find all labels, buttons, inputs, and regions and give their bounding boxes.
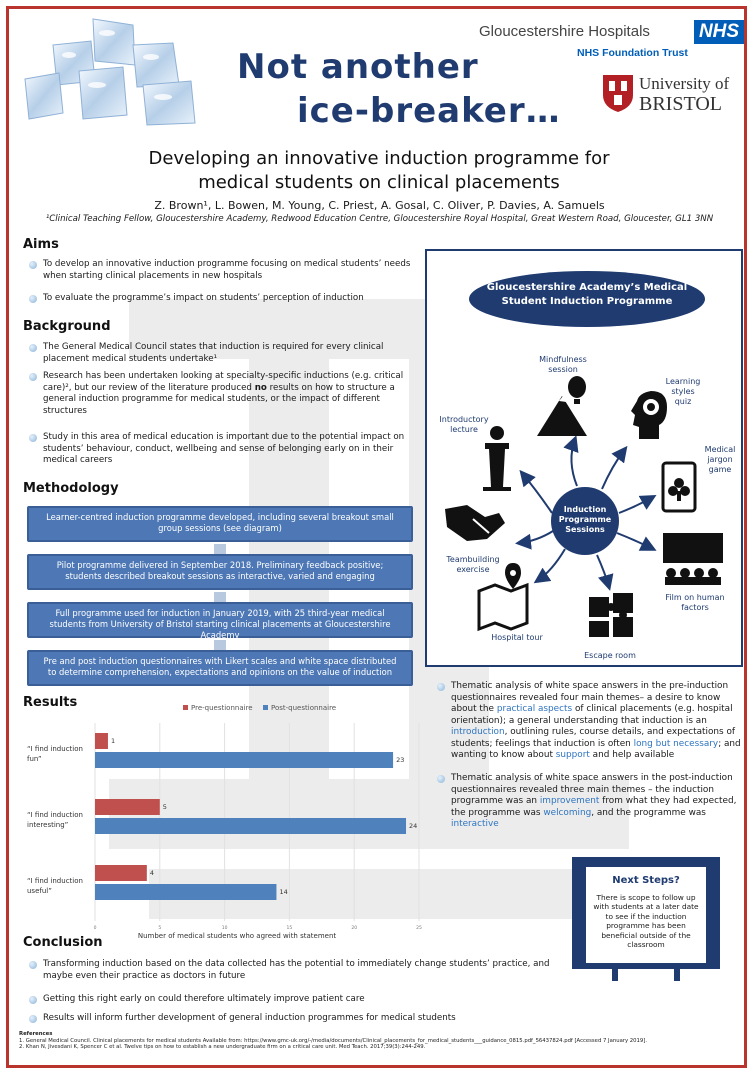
results-theme-post: Thematic analysis of white space answers in the post-induction questionnaires revealed three main themes – the induction programme was an improvement from what they had expected, the programme was welcoming, and the programme was interactive <box>437 773 743 831</box>
puzzle-icon <box>589 593 633 637</box>
x-tick-label: 15 <box>286 926 293 931</box>
label-introductory-lecture: Introductory lecture <box>439 415 489 434</box>
university-name-line-1: University of <box>639 74 730 93</box>
methodology-step: Pre and post induction questionnaires with Likert scales and white space distributed to determine comprehension, expectations and opinions on the value of induction <box>27 650 413 686</box>
title-line-1: Not another <box>237 47 479 87</box>
x-tick-label: 0 <box>93 926 97 931</box>
label-mindfulness: Mindfulness session <box>539 355 587 374</box>
references-heading: References <box>19 1031 53 1037</box>
next-steps-box <box>572 857 720 981</box>
bar <box>95 818 406 834</box>
category-label: “I find induction <box>27 811 83 819</box>
authors: Z. Brown¹, L. Bowen, M. Young, C. Priest, A. Gosal, C. Oliver, P. Davies, A. Samuels <box>154 199 605 212</box>
methodology-arrow <box>214 592 226 602</box>
label-teambuilding: Teambuilding exercise <box>446 555 500 574</box>
label-jargon-game: Medical jargon game <box>704 445 736 474</box>
category-label: useful” <box>27 887 52 895</box>
category-label: “I find induction <box>27 745 83 753</box>
nhs-trust-name: NHS Foundation Trust <box>577 47 688 59</box>
background-item: The General Medical Council states that induction is required for every clinical placement medical students undertake¹ <box>29 342 414 365</box>
conclusion-item: Transforming induction based on the data collected has the potential to immediately change students’ practice, and maybe even their practice as doctors in future <box>29 959 554 982</box>
x-tick-label: 10 <box>221 926 228 931</box>
category-label: interesting” <box>27 821 69 829</box>
results-chart <box>23 703 423 941</box>
playing-card-icon <box>663 463 695 511</box>
bar <box>95 799 160 815</box>
subtitle-line-1: Developing an innovative induction programme for <box>148 148 610 169</box>
subtitle-line-2: medical students on clinical placements <box>198 172 560 193</box>
nhs-logo: NHS <box>694 20 744 44</box>
aims-item: To evaluate the programme’s impact on students’ perception of induction <box>29 293 414 305</box>
conclusion-item: Getting this right early on could therefore ultimately improve patient care <box>29 994 554 1006</box>
cinema-icon <box>663 533 723 585</box>
handshake-icon <box>445 505 505 541</box>
label-escape-room: Escape room <box>584 651 636 660</box>
results-theme-pre: Thematic analysis of white space answers in the pre-induction questionnaires revealed four main themes– a desire to know about the practical aspects of clinical placements (e.g. hospital orientation); a general understanding that induction is an introduction, outlining rules, course details, and expectations of students; feelings that induction is often long but necessary; and wanting to know about support and help available <box>437 681 743 762</box>
aims-heading: Aims <box>23 237 59 252</box>
data-label: 1 <box>110 737 116 745</box>
legend-label: Pre-questionnaire <box>191 704 253 712</box>
bar <box>95 733 108 749</box>
methodology-step: Learner-centred induction programme developed, including several breakout small group sessions (see diagram) <box>27 506 413 542</box>
next-steps-heading: Next Steps? <box>612 875 680 886</box>
methodology-step: Full programme used for induction in January 2019, with 25 third-year medical students from University of Bristol starting clinical placements at Gloucestershire Academy <box>27 602 413 638</box>
x-tick-label: 25 <box>416 926 422 931</box>
affiliation: ¹Clinical Teaching Fellow, Gloucestershire Academy, Redwood Education Centre, Gloucestershire Royal Hospital, Great Western Road, Gloucester, GL1 3NN <box>45 214 714 224</box>
data-label: 24 <box>409 822 418 830</box>
data-label: 5 <box>162 803 167 811</box>
aims-item: To develop an innovative induction programme focusing on medical students’ needs when starting clinical placements in new hospitals <box>29 259 414 282</box>
bar <box>95 865 147 881</box>
methodology-arrow <box>214 544 226 554</box>
results-heading: Results <box>23 695 78 710</box>
label-film: Film on human factors <box>665 593 725 612</box>
legend-swatch <box>263 705 268 710</box>
references <box>19 1031 739 1051</box>
reference-item: 1. General Medical Council. Clinical placements for medical students Available from: https://www.gmc-uk.org/-/media/documents/Clinical_placements_for_medical_students___guidance_0815.pdf_56437824.pdf [Accessed 7 January 2019]. <box>19 1037 648 1044</box>
nhs-org-name: Gloucestershire Hospitals <box>479 23 650 40</box>
label-hospital-tour: Hospital tour <box>491 633 543 642</box>
conclusion-item: Results will inform further development of general induction programmes for medical students <box>29 1013 554 1025</box>
next-steps-text: There is scope to follow up with students at a later date to see if the induction programme has been beneficial outside of the classroom <box>593 893 699 950</box>
x-axis-label: Number of medical students who agreed with statement <box>137 932 337 940</box>
methodology-arrow <box>214 640 226 650</box>
university-name-line-2: BRISTOL <box>639 93 722 115</box>
x-tick-label: 20 <box>351 926 358 931</box>
data-label: 23 <box>396 756 405 764</box>
category-label: fun” <box>27 755 42 763</box>
diagram-title: Gloucestershire Academy’s Medical Student Induction Programme <box>486 282 688 307</box>
data-label: 14 <box>279 888 288 896</box>
title-line-2: ice-breaker… <box>297 91 561 131</box>
subtitle <box>129 147 629 195</box>
category-label: “I find induction <box>27 877 83 885</box>
methodology-step: Pilot programme delivered in September 2018. Preliminary feedback positive; students described breakout sessions as interactive, varied and engaging <box>27 554 413 590</box>
conclusion-heading: Conclusion <box>23 935 103 950</box>
x-tick-label: 5 <box>158 926 162 931</box>
poster <box>6 6 747 1068</box>
induction-diagram <box>425 249 743 667</box>
university-crest-icon <box>601 73 635 113</box>
label-learning-styles: Learning styles quiz <box>665 377 701 406</box>
reference-item: 2. Khan N, Jivesdani K, Spencer C et al. Twelve tips on how to establish a new undergraduate firm on a critical care unit. Med Teach. 2017;39(3):244-249. <box>19 1044 426 1051</box>
bar <box>95 752 393 768</box>
diagram-center-label: Induction Programme Sessions <box>558 505 612 534</box>
methodology-heading: Methodology <box>23 481 119 496</box>
podium-icon <box>483 426 511 491</box>
background-heading: Background <box>23 319 111 334</box>
mountain-icon <box>537 376 587 436</box>
background-item: Research has been undertaken looking at specialty-specific inductions (e.g. critical care)², but our review of the literature produced no results on how to structure a general induction programme for medical students, or the impact of different structures <box>29 371 414 417</box>
legend-swatch <box>183 705 188 710</box>
background-item: Study in this area of medical education is important due to the potential impact on students’ behaviour, conduct, wellbeing and sense of belonging early on in their medical careers <box>29 432 414 467</box>
legend-label: Post-questionnaire <box>271 704 337 712</box>
data-label: 4 <box>149 869 154 877</box>
ice-cubes-image <box>23 15 203 127</box>
bar <box>95 884 276 900</box>
